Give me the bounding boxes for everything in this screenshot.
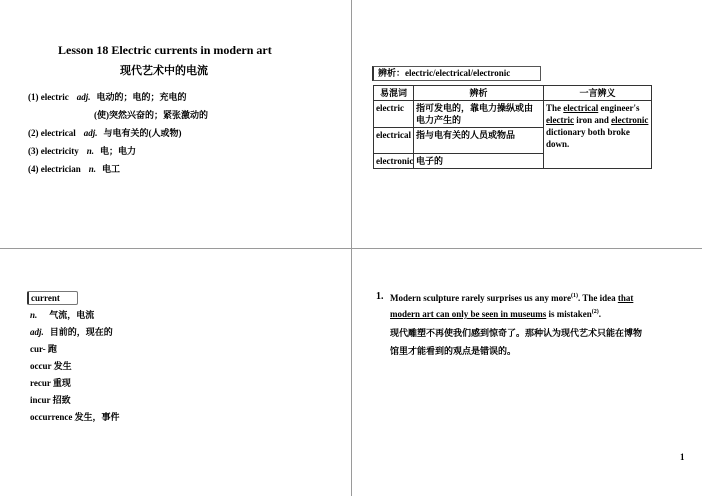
table-row <box>374 101 652 128</box>
vocab-meaning: (使)突然兴奋的；紧张激动的 <box>94 110 208 120</box>
vocab-meaning: 电动的；电的；充电的 <box>96 92 187 102</box>
current-meaning: 气流，电流 <box>49 310 95 320</box>
cell-analysis: 指可发电的，靠电力操纵或由电力产生的 <box>414 101 544 128</box>
vocab-pos: n. <box>86 146 94 156</box>
example-word-electronic: electronic <box>611 115 649 125</box>
header-analysis: 辨析 <box>414 86 544 101</box>
sentence-text: . The idea <box>578 293 618 303</box>
sentence-line-1 <box>390 293 633 303</box>
example-text: iron and <box>573 115 612 125</box>
vocab-pos: adj. <box>76 92 91 102</box>
vocab-meaning: 电；电力 <box>99 146 136 156</box>
current-pos: adj. <box>30 327 44 337</box>
root-line: cur- 跑 <box>30 344 57 354</box>
cell-analysis: 指与电有关的人员或物品 <box>414 128 544 154</box>
footnote-marker: (2) <box>591 309 599 315</box>
header-example: 一言辨义 <box>544 86 652 101</box>
vocab-item-electrical <box>28 126 181 139</box>
vocab-word: (1) electric <box>28 92 69 102</box>
footnote-marker: (1) <box>571 293 578 299</box>
current-label: current <box>27 291 78 305</box>
current-adj-line <box>30 325 113 338</box>
vocab-pos: n. <box>88 164 96 174</box>
page-number: 1 <box>680 452 685 462</box>
vocab-word: (4) electrician <box>28 164 81 174</box>
vocab-item-electric-meaning2 <box>94 108 208 121</box>
vocab-meaning: 电工 <box>102 164 121 174</box>
example-text: engineer's <box>598 103 640 113</box>
vocab-word: (3) electricity <box>28 146 79 156</box>
root-line: occurrence 发生，事件 <box>30 412 120 422</box>
header-word: 易混词 <box>374 86 414 101</box>
root-line: occur 发生 <box>30 361 72 371</box>
root-line: recur 重现 <box>30 378 71 388</box>
root-line: incur 招致 <box>30 395 71 405</box>
vocab-item-electrician <box>28 162 120 175</box>
cell-word: electronic <box>374 154 414 169</box>
current-pos: n. <box>30 310 38 320</box>
example-text: dictionary both broke down. <box>546 127 630 149</box>
cell-word: electrical <box>374 128 414 154</box>
sentence-underlined: modern art can only be seen in museums <box>390 309 547 319</box>
example-word-electric: electric <box>546 115 574 125</box>
lesson-title: Lesson 18 Electric currents in modern art <box>58 43 272 57</box>
example-word-electrical: electrical <box>563 103 599 113</box>
translation-line-1: 现代雕塑不再使我们感到惊奇了。那种认为现代艺术只能在博物 <box>390 328 643 338</box>
vocab-item-electric <box>28 90 187 103</box>
cell-example <box>544 101 652 169</box>
lesson-subtitle: 现代艺术中的电流 <box>120 65 208 77</box>
current-meaning: 目前的，现在的 <box>49 327 113 337</box>
vocab-pos: adj. <box>83 128 98 138</box>
sentence-underlined: that <box>617 293 634 303</box>
sentence-line-2 <box>390 309 601 319</box>
example-text: The <box>546 103 564 113</box>
translation-line-2: 馆里才能看到的观点是错误的。 <box>390 346 517 356</box>
horizontal-divider <box>0 248 702 249</box>
vocab-word: (2) electrical <box>28 128 76 138</box>
comparison-table <box>373 85 652 169</box>
sentence-text: Modern sculpture rarely surprises us any more <box>390 293 571 303</box>
cell-analysis: 电子的 <box>414 154 544 169</box>
vocab-item-electricity <box>28 144 136 157</box>
vocab-meaning: 与电有关的(人或物) <box>103 128 182 138</box>
sentence-text: . <box>598 309 602 319</box>
analysis-label: 辨析：electric/electrical/electronic <box>372 66 541 81</box>
sentence-text: is mistaken <box>546 309 592 319</box>
cell-word: electric <box>374 101 414 128</box>
current-noun-line <box>30 308 94 321</box>
table-header-row <box>374 86 652 101</box>
sentence-number: 1. <box>376 291 384 302</box>
